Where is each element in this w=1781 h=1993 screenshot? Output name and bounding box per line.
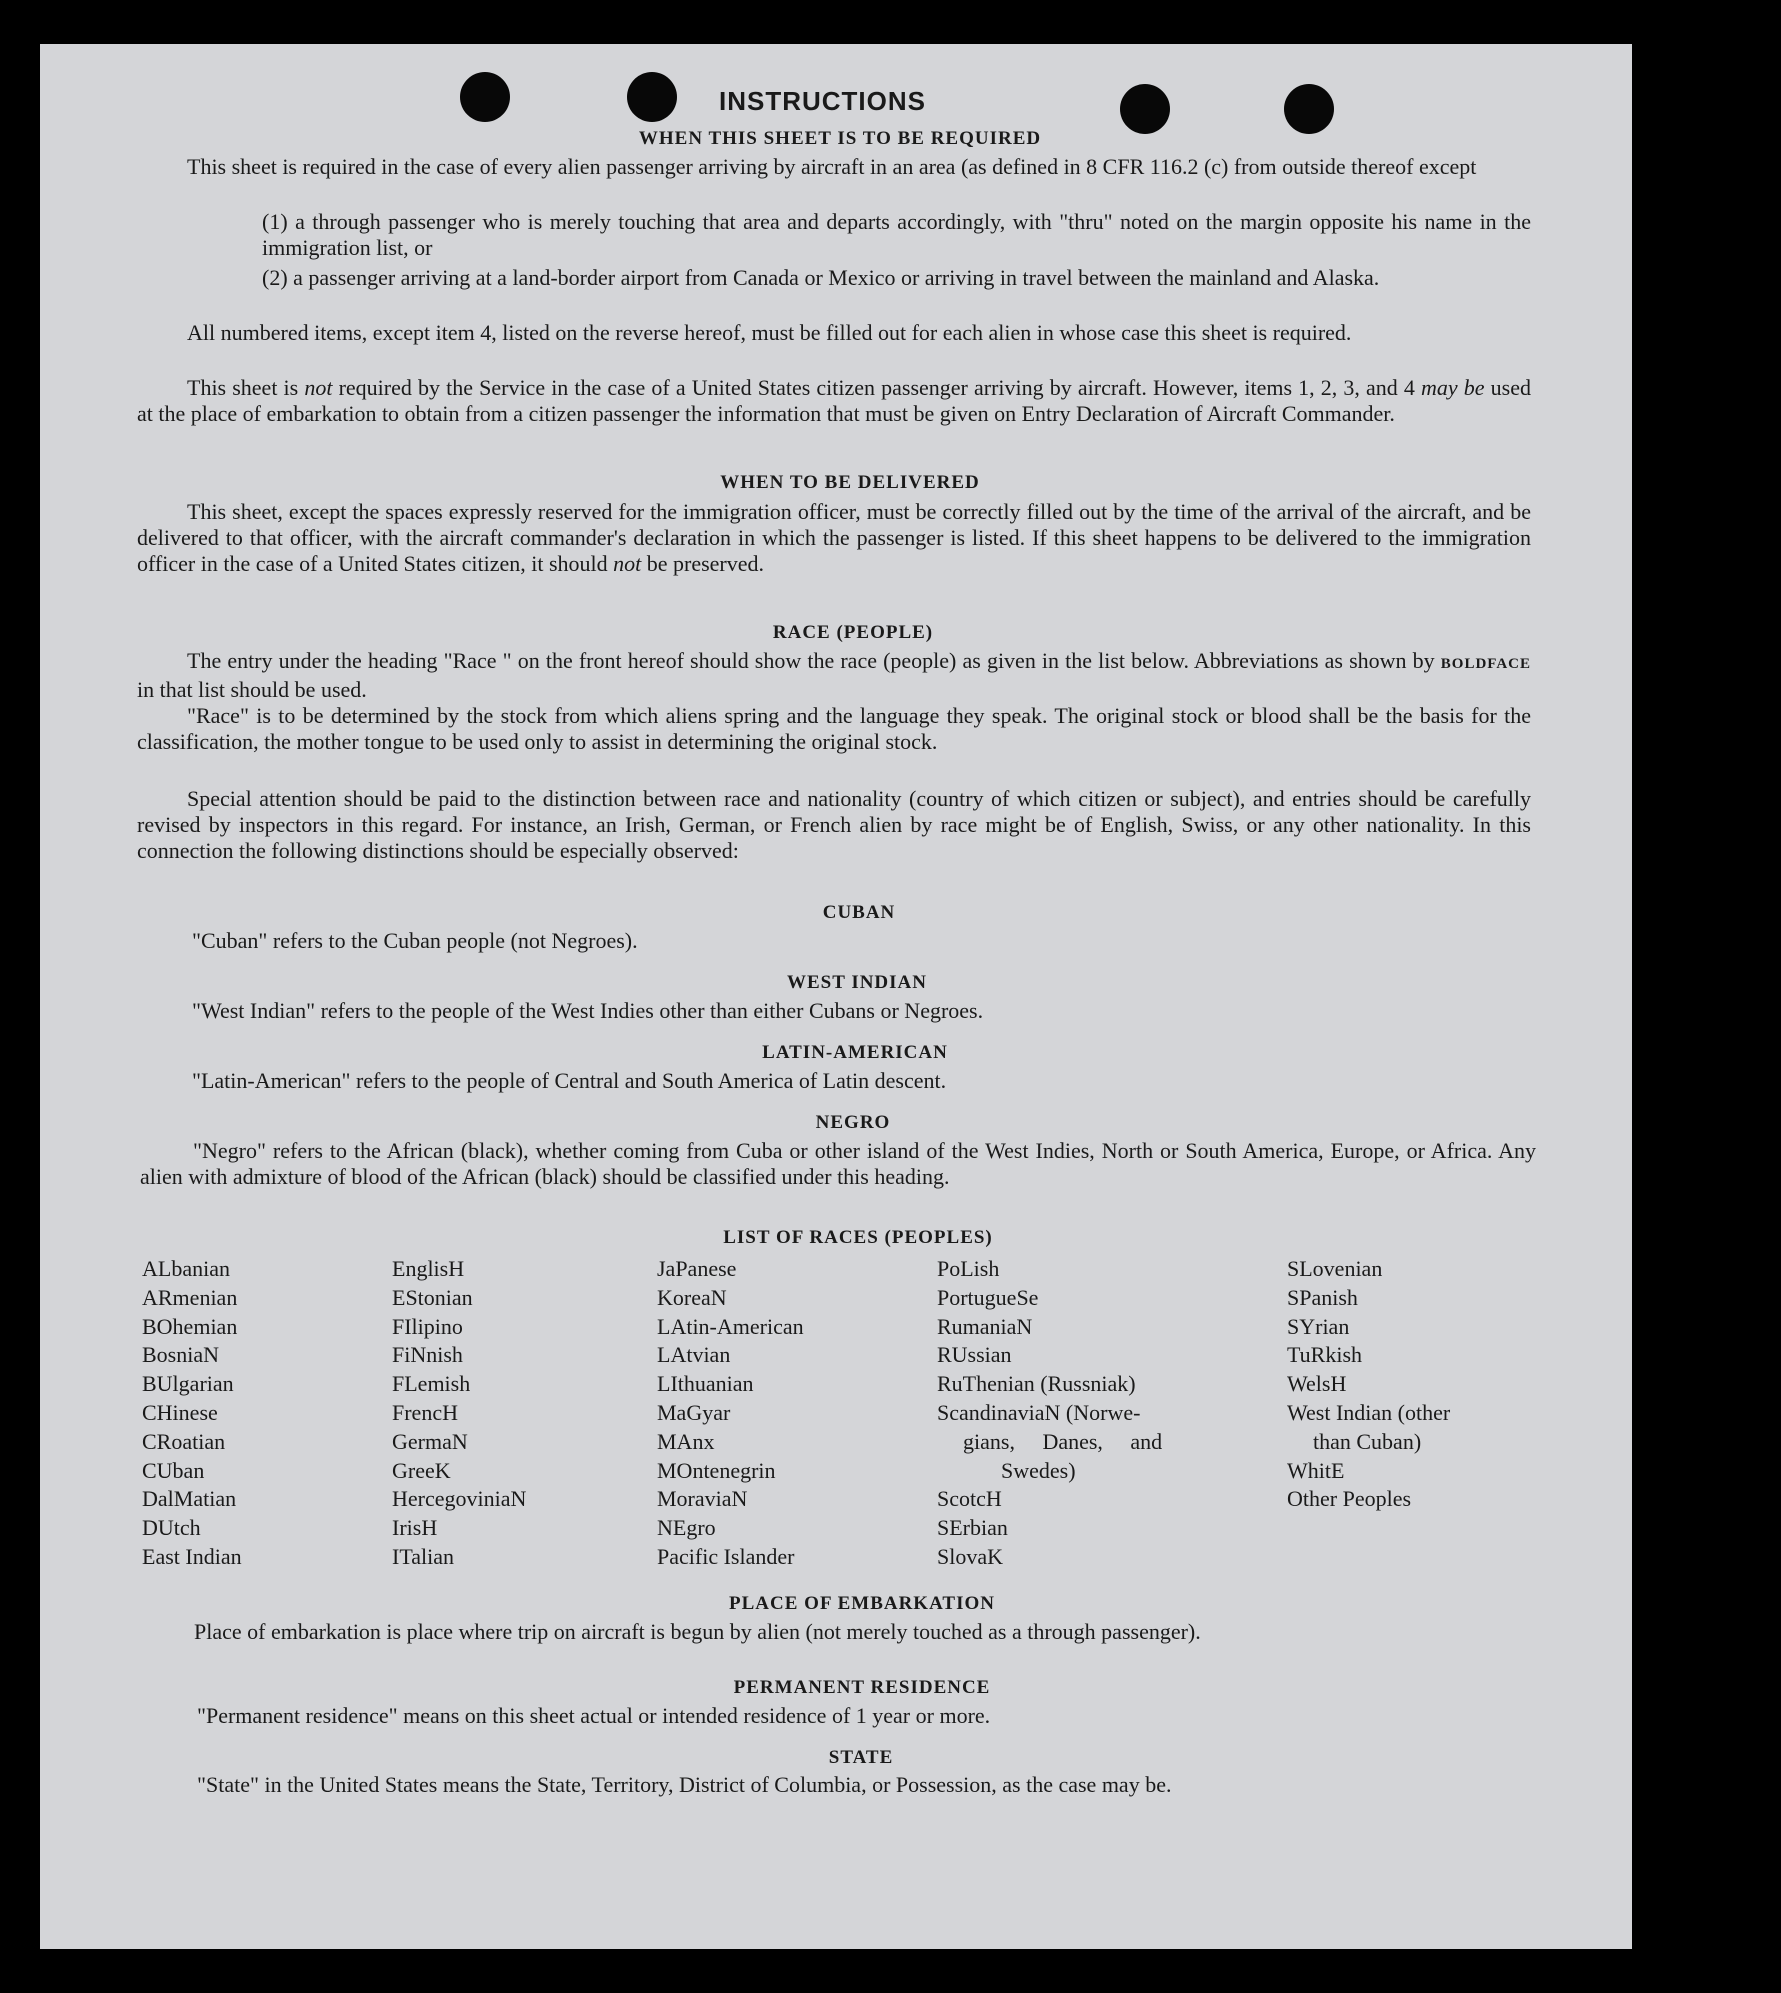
race-list-item: BOhemian — [142, 1313, 238, 1339]
race-list-item: LIthuanian — [657, 1371, 754, 1397]
heading-required: WHEN THIS SHEET IS TO BE REQUIRED — [638, 128, 1042, 149]
race-list-item: EStonian — [392, 1284, 473, 1310]
race-list-item: ScandinaviaN (Norwe- — [937, 1399, 1141, 1425]
punch-hole — [460, 72, 510, 122]
embarkation-paragraph — [142, 1619, 1540, 1645]
required-p3-b: required by the Service in the case of a United States citizen passenger arriving by aircraft. However, items 1, 2, 3, and 4 — [332, 375, 1421, 400]
race-list-item: gians, Danes, and — [963, 1428, 1163, 1454]
heading-residence: PERMANENT RESIDENCE — [733, 1677, 991, 1698]
required-p2-text: All numbered items, except item 4, listed on the reverse hereof, must be filled out for each alien in whose case this sheet is required. — [187, 320, 1352, 345]
delivered-p1-a: This sheet, except the spaces expressly reserved for the immigration officer, must be correctly filled out by the time of the arrival of the aircraft, and be delivered to that officer, with the aircraft commander's declaration in which the passenger is listed. If this sheet happens to be delivered to the immigration officer in the case of a United States citizen, it should — [137, 499, 1531, 576]
delivered-p1-b: be preserved. — [641, 551, 765, 576]
heading-latin-american: LATIN-AMERICAN — [762, 1042, 948, 1063]
heading-delivered: WHEN TO BE DELIVERED — [720, 472, 980, 493]
race-list-item: IrisH — [392, 1515, 438, 1541]
race-p1-bold: BOLDFACE — [1440, 656, 1531, 672]
races-column-3 — [657, 1255, 804, 1572]
race-p1-b: in that list should be used. — [137, 677, 367, 702]
required-item-2: (2) a passenger arriving at a land-border airport from Canada or Mexico or arriving in travel between the mainland and Alaska. — [262, 265, 1380, 290]
punch-hole — [1284, 84, 1334, 134]
race-list-item: GermaN — [392, 1428, 468, 1454]
race-list-item: TuRkish — [1287, 1342, 1363, 1368]
required-item-1: (1) a through passenger who is merely touching that area and departs accordingly, with "thru" noted on the margin opposite his name in the immigration list, or — [262, 209, 1531, 260]
race-list-item: MAnx — [657, 1428, 715, 1454]
race-list-item: SYrian — [1287, 1313, 1350, 1339]
race-list-item: MaGyar — [657, 1399, 731, 1425]
race-list-item: ARmenian — [142, 1284, 238, 1310]
latin-american-text: "Latin-American" refers to the people of Central and South America of Latin descent. — [192, 1068, 947, 1093]
required-p1-text: This sheet is required in the case of every alien passenger arriving by aircraft in an area (as defined in 8 CFR 116.2 (c) from outside thereof except — [187, 154, 1477, 179]
race-list-item: MoraviaN — [657, 1486, 748, 1512]
race-list-item: WhitE — [1287, 1457, 1345, 1483]
race-list-item: SLovenian — [1287, 1256, 1383, 1281]
heading-state: STATE — [828, 1747, 894, 1768]
race-list-item: FrencH — [392, 1399, 458, 1425]
required-paragraph-3 — [137, 375, 1531, 427]
race-list-item: LAtin-American — [657, 1313, 804, 1339]
race-list-item: DUtch — [142, 1515, 201, 1541]
race-list-item: FiNnish — [392, 1342, 463, 1368]
race-paragraph-3 — [137, 786, 1531, 864]
race-list-item: ScotcH — [937, 1486, 1002, 1512]
punch-hole — [1120, 84, 1170, 134]
race-list-item: RUssian — [937, 1342, 1012, 1368]
heading-cuban: CUBAN — [822, 902, 896, 923]
race-p2-text: "Race" is to be determined by the stock from which aliens spring and the language they speak. The original stock or blood shall be the basis for the classification, the mother tongue to be used only to assist in determining the original stock. — [137, 703, 1531, 754]
race-list-item: BosniaN — [142, 1342, 219, 1368]
race-list-item: RumaniaN — [937, 1313, 1033, 1339]
delivered-p1-not: not — [613, 551, 642, 576]
races-column-1 — [142, 1255, 242, 1572]
race-list-item: RuThenian (Russniak) — [937, 1371, 1136, 1397]
race-list-item: SlovaK — [937, 1543, 1003, 1569]
race-list-item: GreeK — [392, 1457, 451, 1483]
state-paragraph — [145, 1772, 1541, 1798]
race-list-item: BUlgarian — [142, 1371, 234, 1397]
west-indian-text: "West Indian" refers to the people of the West Indies other than either Cubans or Negroes. — [192, 998, 984, 1023]
race-list-item: Pacific Islander — [657, 1543, 795, 1569]
cuban-text: "Cuban" refers to the Cuban people (not Negroes). — [192, 928, 638, 953]
delivered-paragraph — [137, 499, 1531, 577]
state-text: "State" in the United States means the State, Territory, District of Columbia, or Possession, as the case may be. — [197, 1772, 1172, 1797]
required-p3-c: used at the place of embarkation to obtain from a citizen passenger the information that must be given on Entry Declaration of Aircraft Commander. — [137, 375, 1531, 426]
race-list-item: JaPanese — [657, 1256, 737, 1281]
negro-paragraph — [140, 1138, 1536, 1190]
required-p3-a: This sheet is — [187, 375, 305, 400]
race-list-item: SErbian — [937, 1515, 1008, 1541]
race-list-item: HercegoviniaN — [392, 1486, 527, 1512]
race-p1-a: The entry under the heading "Race " on the front hereof should show the race (people) as given in the list below. Abbreviations as shown by — [187, 648, 1441, 673]
races-column-2 — [392, 1255, 526, 1572]
race-list-item: SPanish — [1287, 1284, 1358, 1310]
race-p3-text: Special attention should be paid to the distinction between race and nationality (country of which citizen or subject), and entries should be carefully revised by inspectors in this regard. For instance, an Irish, German, or French alien by race might be of English, Swiss, or any other nationality. In this connection the following distinctions should be especially observed: — [137, 786, 1531, 863]
race-list-item: FIlipino — [392, 1313, 463, 1339]
race-list-item: MOntenegrin — [657, 1457, 776, 1483]
heading-negro: NEGRO — [815, 1112, 891, 1133]
race-list-item: KoreaN — [657, 1284, 727, 1310]
required-p3-not: not — [304, 375, 333, 400]
races-column-5 — [1287, 1255, 1450, 1514]
embarkation-text: Place of embarkation is place where trip on aircraft is begun by alien (not merely touched as a through passenger). — [194, 1619, 1201, 1644]
race-list-item: ITalian — [392, 1543, 454, 1569]
required-paragraph-2 — [137, 320, 1531, 346]
race-list-item: PortugueSe — [937, 1284, 1039, 1310]
race-list-item: FLemish — [392, 1371, 471, 1397]
race-paragraph-1 — [137, 648, 1531, 703]
required-p3-may: may be — [1421, 375, 1485, 400]
race-list-item: DalMatian — [142, 1486, 237, 1512]
heading-embarkation: PLACE OF EMBARKATION — [729, 1593, 995, 1614]
race-list-item: CHinese — [142, 1399, 218, 1425]
race-list-item: CRoatian — [142, 1428, 226, 1454]
races-column-4 — [937, 1255, 1162, 1572]
page-title: INSTRUCTIONS — [719, 86, 926, 116]
heading-list-of-races: LIST OF RACES (PEOPLES) — [723, 1227, 993, 1248]
race-list-item: WelsH — [1287, 1371, 1347, 1397]
race-list-item: EnglisH — [392, 1256, 465, 1281]
race-list-item: LAtvian — [657, 1342, 731, 1368]
race-list-item: Other Peoples — [1287, 1486, 1412, 1512]
race-list-item: NEgro — [657, 1515, 716, 1541]
race-list-item: East Indian — [142, 1543, 242, 1569]
race-paragraph-2 — [137, 703, 1531, 755]
residence-text: "Permanent residence" means on this sheet actual or intended residence of 1 year or more. — [197, 1703, 991, 1728]
punch-hole — [627, 72, 677, 122]
negro-text: "Negro" refers to the African (black), whether coming from Cuba or other island of the West Indies, North or South America, Europe, or Africa. Any alien with admixture of blood of the African (black) should be classified under this heading. — [140, 1138, 1536, 1189]
race-list-item: West Indian (other — [1287, 1399, 1451, 1425]
race-list-item: than Cuban) — [1313, 1428, 1422, 1454]
required-paragraph-1 — [137, 154, 1531, 180]
race-list-item: ALbanian — [142, 1256, 230, 1281]
race-list-item: CUban — [142, 1457, 205, 1483]
race-list-item: PoLish — [937, 1256, 1000, 1281]
heading-west-indian: WEST INDIAN — [787, 972, 927, 993]
race-list-item: Swedes) — [1001, 1457, 1076, 1483]
heading-race: RACE (PEOPLE) — [772, 622, 934, 643]
